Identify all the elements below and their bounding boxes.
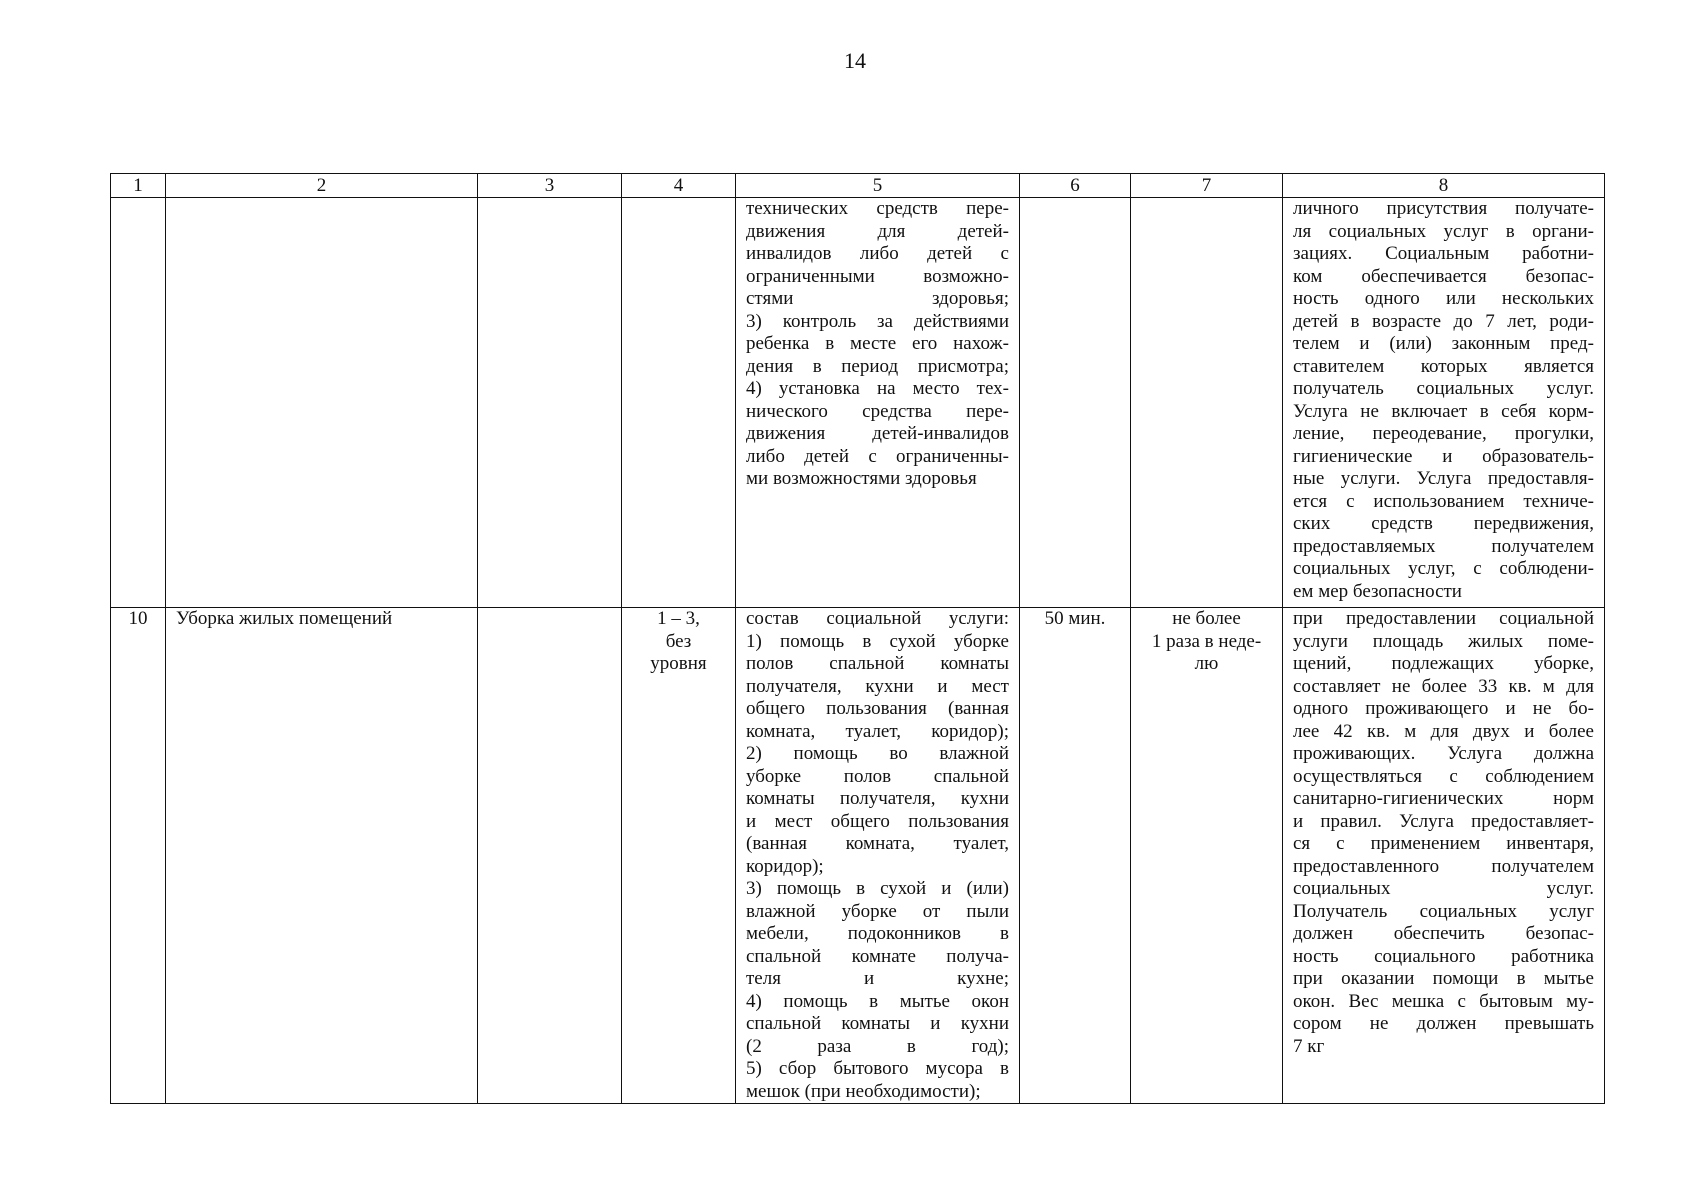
cell-number: 10 <box>111 608 166 1104</box>
cell-text-line: общего пользования (ванная <box>746 698 1009 719</box>
cell-text-line: нического средства пере- <box>746 400 1009 422</box>
cell-text-line: 5) сбор бытового мусора в <box>746 1058 1009 1079</box>
cell-text-line: предоставляемых получателем <box>1293 535 1594 557</box>
cell-text-line: ность социального работника <box>1293 945 1594 967</box>
cell-text-line: ских средств передвижения, <box>1293 513 1594 534</box>
cell-text-line: санитарно-гигиенических норм <box>1293 788 1594 809</box>
cell-text-line: окон. Вес мешка с бытовым му- <box>1293 990 1594 1012</box>
cell-text-line: социальных услуг, с соблюдени- <box>1293 558 1594 579</box>
cell-text-line: 3) контроль за действиями <box>746 310 1009 332</box>
cell-text-line: стями здоровья; <box>746 288 1009 309</box>
cell-text-line: составляет не более 33 кв. м для <box>1293 675 1594 697</box>
cell-text-line: ком обеспечивается безопас- <box>1293 265 1594 287</box>
page-number: 14 <box>844 48 866 73</box>
cell-text-line: теля и кухне; <box>746 968 1009 989</box>
cell-text-line: (2 раза в год); <box>746 1035 1009 1057</box>
cell-frequency <box>1131 608 1283 1104</box>
cell-text-line: не более <box>1172 608 1241 629</box>
cell-text-line: одного проживающего и не бо- <box>1293 698 1594 719</box>
cell-text-line: движения для детей- <box>746 220 1009 242</box>
cell-text-line: ставителем которых является <box>1293 355 1594 377</box>
cell-text-line: щений, подлежащих уборке, <box>1293 653 1594 674</box>
cell-text-line: спальной комнате получа- <box>746 945 1009 967</box>
cell-text-line: 1 раза в неде- <box>1151 630 1262 652</box>
cell-duration: 50 мин. <box>1020 608 1131 1104</box>
cell-text-line: технических средств пере- <box>746 198 1009 219</box>
cell-text-line: и мест общего пользования <box>746 810 1009 832</box>
cell-text-line: детей в возрасте до 7 лет, роди- <box>1293 310 1594 332</box>
cell-service-name <box>166 198 478 608</box>
cell-conditions <box>1283 198 1605 608</box>
column-header-8: 8 <box>1283 174 1605 198</box>
cell-text-line: должен обеспечить безопас- <box>1293 923 1594 944</box>
cell-text-line: получателя, кухни и мест <box>746 675 1009 697</box>
cell-text-line: 4) помощь в мытье окон <box>746 990 1009 1012</box>
cell-col4 <box>622 608 736 1104</box>
table-row-10 <box>111 608 1605 1104</box>
cell-text-line: проживающих. Услуга должна <box>1293 743 1594 764</box>
cell-text-line: влажной уборке от пыли <box>746 900 1009 922</box>
cell-text-line: комната, туалет, коридор); <box>746 720 1009 742</box>
cell-text-line: лю <box>1194 653 1219 674</box>
cell-text-line: осуществляться с соблюдением <box>1293 765 1594 787</box>
cell-text-line: спальной комнаты и кухни <box>746 1013 1009 1034</box>
cell-text-line: при оказании помощи в мытье <box>1293 968 1594 989</box>
cell-text-line: и правил. Услуга предоставляет- <box>1293 810 1594 832</box>
cell-text-line: при предоставлении социальной <box>1293 608 1594 629</box>
cell-text-line: (ванная комната, туалет, <box>746 833 1009 854</box>
cell-number <box>111 198 166 608</box>
cell-text-line: ется с использованием техниче- <box>1293 490 1594 512</box>
cell-text-line: уровня <box>650 653 707 674</box>
cell-text-line: ем мер безопасности <box>1293 580 1462 602</box>
cell-text-line: сором не должен превышать <box>1293 1013 1594 1034</box>
cell-text-line: полов спальной комнаты <box>746 653 1009 674</box>
cell-text-line: комнаты получателя, кухни <box>746 788 1009 809</box>
column-header-2: 2 <box>166 174 478 198</box>
cell-text-line: 1 – 3, <box>657 608 700 629</box>
cell-text-line: движения детей-инвалидов <box>746 423 1009 444</box>
cell-conditions <box>1283 608 1605 1104</box>
cell-text-line: ление, переодевание, прогулки, <box>1293 423 1594 444</box>
cell-service-content <box>736 608 1020 1104</box>
cell-text-line: гигиенические и образователь- <box>1293 445 1594 467</box>
cell-text-line: ность одного или нескольких <box>1293 288 1594 309</box>
column-header-4: 4 <box>622 174 736 198</box>
cell-text-line: инвалидов либо детей с <box>746 243 1009 264</box>
cell-text-line: Получатель социальных услуг <box>1293 900 1594 922</box>
cell-frequency <box>1131 198 1283 608</box>
cell-text-line: услуги площадь жилых поме- <box>1293 630 1594 652</box>
cell-text-line: ребенка в месте его нахож- <box>746 333 1009 354</box>
cell-col3 <box>478 608 622 1104</box>
services-table <box>110 173 1605 1104</box>
cell-text-line: 3) помощь в сухой и (или) <box>746 878 1009 899</box>
cell-service-name: Уборка жилых помещений <box>166 608 478 1104</box>
column-header-3: 3 <box>478 174 622 198</box>
cell-text-line: 7 кг <box>1293 1035 1325 1057</box>
cell-text-line: 1) помощь в сухой уборке <box>746 630 1009 652</box>
column-header-1: 1 <box>111 174 166 198</box>
cell-text-line: получатель социальных услуг. <box>1293 378 1594 399</box>
cell-text-line: без <box>665 630 692 652</box>
cell-text-line: мешок (при необходимости); <box>746 1080 981 1102</box>
cell-text-line: дения в период присмотра; <box>746 355 1009 377</box>
cell-text-line: предоставленного получателем <box>1293 855 1594 877</box>
cell-col4 <box>622 198 736 608</box>
cell-text-line: ограниченными возможно- <box>746 265 1009 287</box>
cell-col3 <box>478 198 622 608</box>
cell-text-line: Услуга не включает в себя корм- <box>1293 400 1594 422</box>
cell-text-line: зациях. Социальным работни- <box>1293 243 1594 264</box>
cell-text-line: ные услуги. Услуга предоставля- <box>1293 468 1594 489</box>
cell-text-line: ся с применением инвентаря, <box>1293 833 1594 854</box>
cell-text-line: ля социальных услуг в органи- <box>1293 220 1594 242</box>
cell-text-line: личного присутствия получате- <box>1293 198 1594 219</box>
column-header-7: 7 <box>1131 174 1283 198</box>
cell-text-line: социальных услуг. <box>1293 878 1594 899</box>
cell-duration <box>1020 198 1131 608</box>
cell-text-line: 4) установка на место тех- <box>746 378 1009 399</box>
cell-text-line: либо детей с ограниченны- <box>746 445 1009 467</box>
column-header-6: 6 <box>1020 174 1131 198</box>
header-row <box>111 174 1605 198</box>
cell-text-line: ми возможностями здоровья <box>746 468 977 489</box>
cell-service-content <box>736 198 1020 608</box>
cell-text-line: мебели, подоконников в <box>746 923 1009 944</box>
cell-text-line: уборке полов спальной <box>746 765 1009 787</box>
cell-text-line: лее 42 кв. м для двух и более <box>1293 720 1594 742</box>
table-row-continuation <box>111 198 1605 608</box>
column-header-5: 5 <box>736 174 1020 198</box>
cell-text-line: телем и (или) законным пред- <box>1293 333 1594 354</box>
cell-text-line: состав социальной услуги: <box>746 608 1009 629</box>
cell-text-line: коридор); <box>746 855 824 877</box>
cell-text-line: 2) помощь во влажной <box>746 743 1009 764</box>
